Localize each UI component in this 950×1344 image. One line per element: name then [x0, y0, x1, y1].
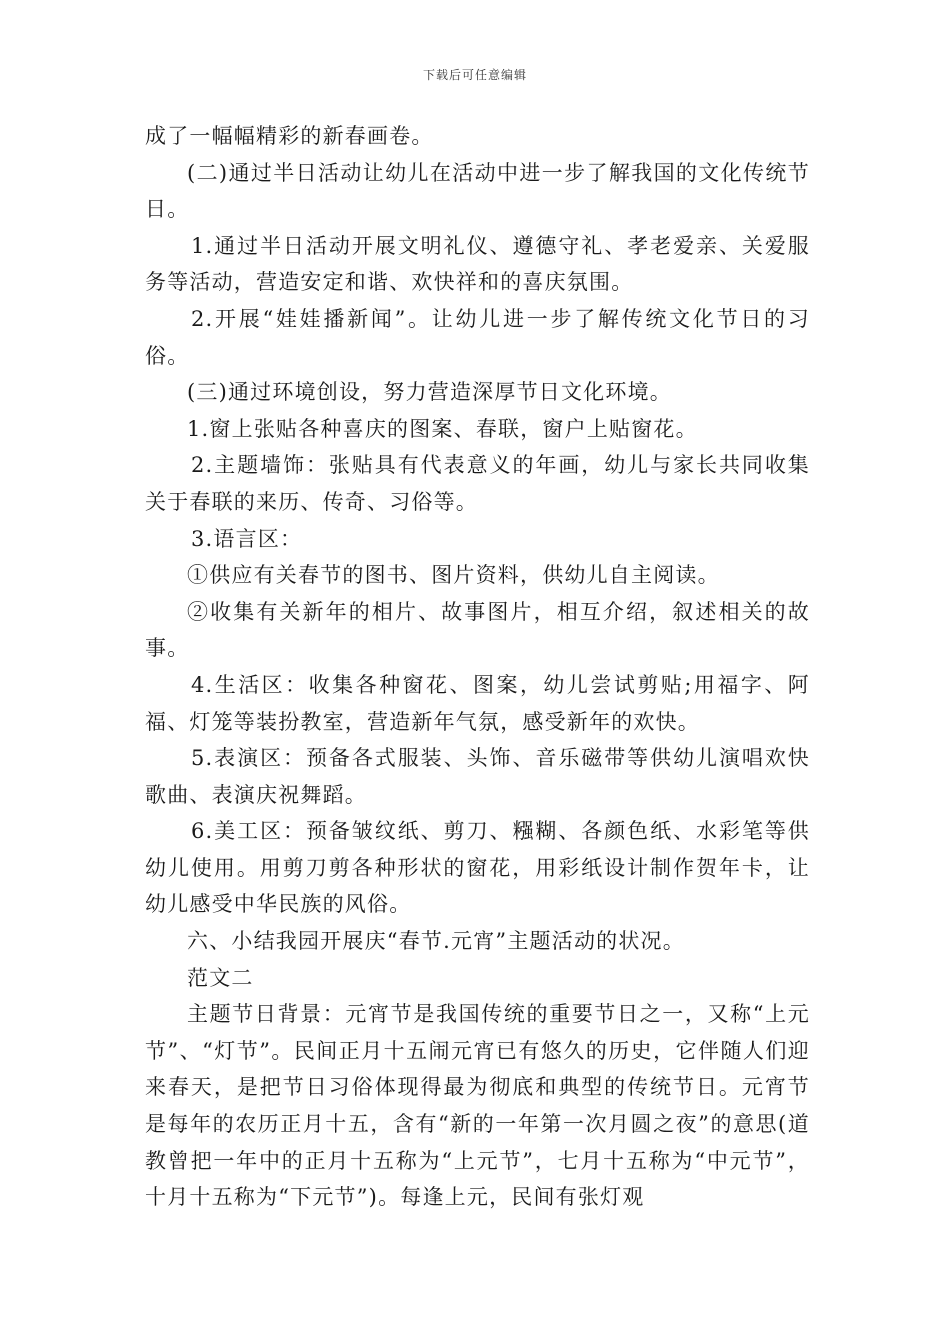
paragraph-language-sub-1: ①供应有关春节的图书、图片资料，供幼儿自主阅读。: [187, 563, 720, 588]
paragraph-background: 主题节日背景：元宵节是我国传统的重要节日之一，又称“上元节”、“灯节”。民间正月十五闹元宵已有悠久的历史，它伴随人们迎来春天，是把节日习俗体现得最为彻底和典型的传统节日。元宵节是每年的农历正月十五，含有“新的一年第一次月圆之夜”的意思(道教曾把一年中的正月十五称为“上元节”，七月十五称为“中元节”，十月十五称为“下元节”)。每逢上元，民间有张灯观: [145, 1002, 810, 1210]
paragraph-language-sub-2: ②收集有关新年的相片、故事图片，相互介绍，叙述相关的故事。: [145, 599, 810, 661]
paragraph-env-item-5: 5.表演区：预备各式服装、头饰、音乐磁带等供幼儿演唱欢快歌曲、表演庆祝舞蹈。: [145, 746, 810, 807]
paragraph-item-2: 2.开展“娃娃播新闻”。让幼儿进一步了解传统文化节日的习俗。: [145, 306, 810, 368]
paragraph-section-3: (三)通过环境创设，努力营造深厚节日文化环境。: [187, 380, 672, 405]
paragraph-env-item-1: 1.窗上张贴各种喜庆的图案、春联，窗户上贴窗花。: [187, 416, 698, 441]
page-header: 下载后可任意编辑: [422, 68, 527, 82]
paragraph-section-2: (二)通过半日活动让幼儿在活动中进一步了解我国的文化传统节日。: [145, 160, 810, 222]
document-body: [145, 118, 810, 1216]
paragraph-env-item-6: 6.美工区：预备皱纹纸、剪刀、糨糊、各颜色纸、水彩笔等供幼儿使用。用剪刀剪各种形状的窗花，用彩纸设计制作贺年卡，让幼儿感受中华民族的风俗。: [145, 819, 810, 917]
paragraph-env-item-2: 2.主题墙饰：张贴具有代表意义的年画，幼儿与家长共同收集关于春联的来历、传奇、习俗等。: [145, 453, 810, 514]
paragraph-item-1: 1.通过半日活动开展文明礼仪、遵德守礼、孝老爱亲、关爱服务等活动，营造安定和谐、欢快祥和的喜庆氛围。: [145, 233, 810, 295]
paragraph-continuation: 成了一幅幅精彩的新春画卷。: [145, 124, 434, 148]
paragraph-section-6: 六、小结我园开展庆“春节.元宵”主题活动的状况。: [187, 929, 685, 954]
paragraph-env-item-3: 3.语言区：: [191, 526, 303, 551]
paragraph-env-item-4: 4.生活区：收集各种窗花、图案，幼儿尝试剪贴;用福字、阿福、灯笼等装扮教室，营造新年气氛，感受新年的欢快。: [145, 672, 810, 734]
paragraph-sample-heading: 范文二: [187, 965, 254, 990]
